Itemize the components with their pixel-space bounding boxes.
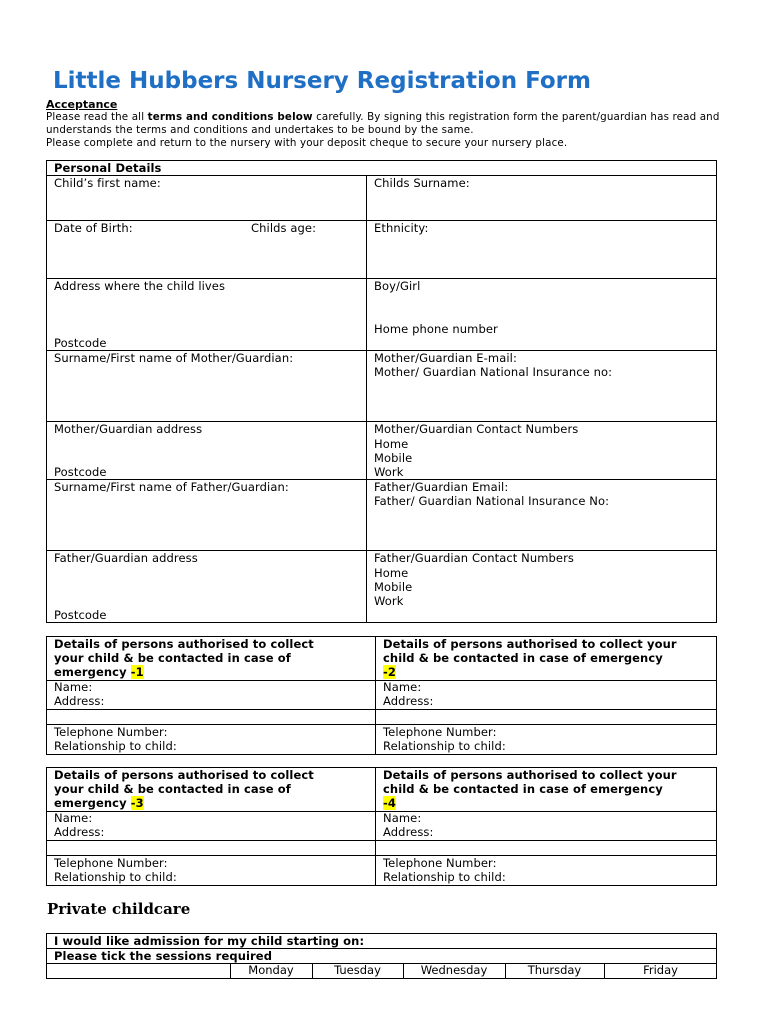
admission-label: I would like admission for my child starting on: [54,934,365,948]
emergency-1-heading-line1: Details of persons authorised to collect [54,637,314,651]
mother-name-label: Surname/First name of Mother/Guardian: [54,351,294,365]
father-postcode-label: Postcode [54,608,107,622]
dob-label: Date of Birth: [54,221,133,235]
emergency-4-heading-line3 [383,796,396,810]
ethnicity-label: Ethnicity: [374,221,429,235]
day-monday: Monday [248,963,294,977]
acceptance-heading: Acceptance [46,98,118,111]
emergency-number-1: -1 [130,665,144,679]
mother-address-label: Mother/Guardian address [54,422,203,436]
emergency-4-relationship-label: Relationship to child: [383,870,506,884]
row-line [46,811,717,812]
emergency-4-heading-line2: child & be contacted in case of emergency [383,782,663,796]
emergency-divider [375,636,376,755]
father-email-label: Father/Guardian Email: [374,480,509,494]
emergency-label: emergency [54,665,131,679]
father-address-label: Father/Guardian address [54,551,198,565]
mother-home-label: Home [374,437,409,451]
mother-email-label: Mother/Guardian E-mail: [374,351,517,365]
address-label: Address where the child lives [54,279,226,293]
father-mobile-label: Mobile [374,580,413,594]
emergency-2-telephone-label: Telephone Number: [383,725,497,739]
father-ni-label: Father/ Guardian National Insurance No: [374,494,610,508]
row-line [46,709,717,710]
surname-label: Childs Surname: [374,176,470,190]
emergency-2-name-label: Name: [383,680,422,694]
emergency-4-name-label: Name: [383,811,422,825]
acceptance-intro-start: Please read the all [46,111,148,123]
emergency-2-heading-line1: Details of persons authorised to collect your [383,637,677,651]
day-tuesday: Tuesday [334,963,381,977]
row-line [46,680,717,681]
father-contacts-label: Father/Guardian Contact Numbers [374,551,575,565]
emergency-1-heading-line2: your child & be contacted in case of [54,651,291,665]
emergency-number-4: -4 [383,796,396,810]
emergency-3-name-label: Name: [54,811,93,825]
private-childcare-title: Private childcare [47,900,191,918]
emergency-2-relationship-label: Relationship to child: [383,739,506,753]
acceptance-intro-end: carefully. By signing this registration form the parent/guardian has read and understands the terms and conditions and undertakes to be bound by the same. [46,111,720,136]
emergency-number-2: -2 [383,665,396,679]
father-home-label: Home [374,566,409,580]
day-thursday: Thursday [527,963,582,977]
emergency-number-3: -3 [130,796,144,810]
emergency-4-address-label: Address: [383,825,434,839]
acceptance-text [46,111,736,150]
mother-ni-label: Mother/ Guardian National Insurance no: [374,365,613,379]
mother-postcode-label: Postcode [54,465,107,479]
page-title: Little Hubbers Nursery Registration Form [53,68,591,94]
emergency-1-relationship-label: Relationship to child: [54,739,177,753]
personal-divider [366,175,367,623]
emergency-2-heading-line2: child & be contacted in case of emergency [383,651,663,665]
day-wednesday: Wednesday [420,963,488,977]
acceptance-intro-bold: terms and conditions below [147,111,313,123]
father-name-label: Surname/First name of Father/Guardian: [54,480,289,494]
emergency-3-telephone-label: Telephone Number: [54,856,168,870]
emergency-3-address-label: Address: [54,825,105,839]
emergency-1-heading-line3 [54,665,144,679]
mother-work-label: Work [374,465,404,479]
emergency-3-heading-line1: Details of persons authorised to collect [54,768,314,782]
emergency-label: emergency [54,796,131,810]
emergency-3-heading-line3 [54,796,144,810]
mother-contacts-label: Mother/Guardian Contact Numbers [374,422,579,436]
emergency-1-telephone-label: Telephone Number: [54,725,168,739]
home-phone-label: Home phone number [374,322,498,336]
sessions-label: Please tick the sessions required [54,949,273,963]
age-label: Childs age: [251,221,317,235]
emergency-divider [375,767,376,886]
emergency-2-heading-line3 [383,665,396,679]
mother-mobile-label: Mobile [374,451,413,465]
emergency-2-address-label: Address: [383,694,434,708]
row-line [46,840,717,841]
day-friday: Friday [643,963,678,977]
emergency-4-heading-line1: Details of persons authorised to collect your [383,768,677,782]
emergency-1-address-label: Address: [54,694,105,708]
first-name-label: Child’s first name: [54,176,161,190]
postcode-label: Postcode [54,336,107,350]
emergency-3-relationship-label: Relationship to child: [54,870,177,884]
emergency-4-telephone-label: Telephone Number: [383,856,497,870]
father-work-label: Work [374,594,404,608]
personal-heading: Personal Details [54,161,162,175]
acceptance-line2: Please complete and return to the nursery with your deposit cheque to secure your nursery place. [46,137,568,149]
emergency-3-heading-line2: your child & be contacted in case of [54,782,291,796]
emergency-1-name-label: Name: [54,680,93,694]
gender-label: Boy/Girl [374,279,421,293]
